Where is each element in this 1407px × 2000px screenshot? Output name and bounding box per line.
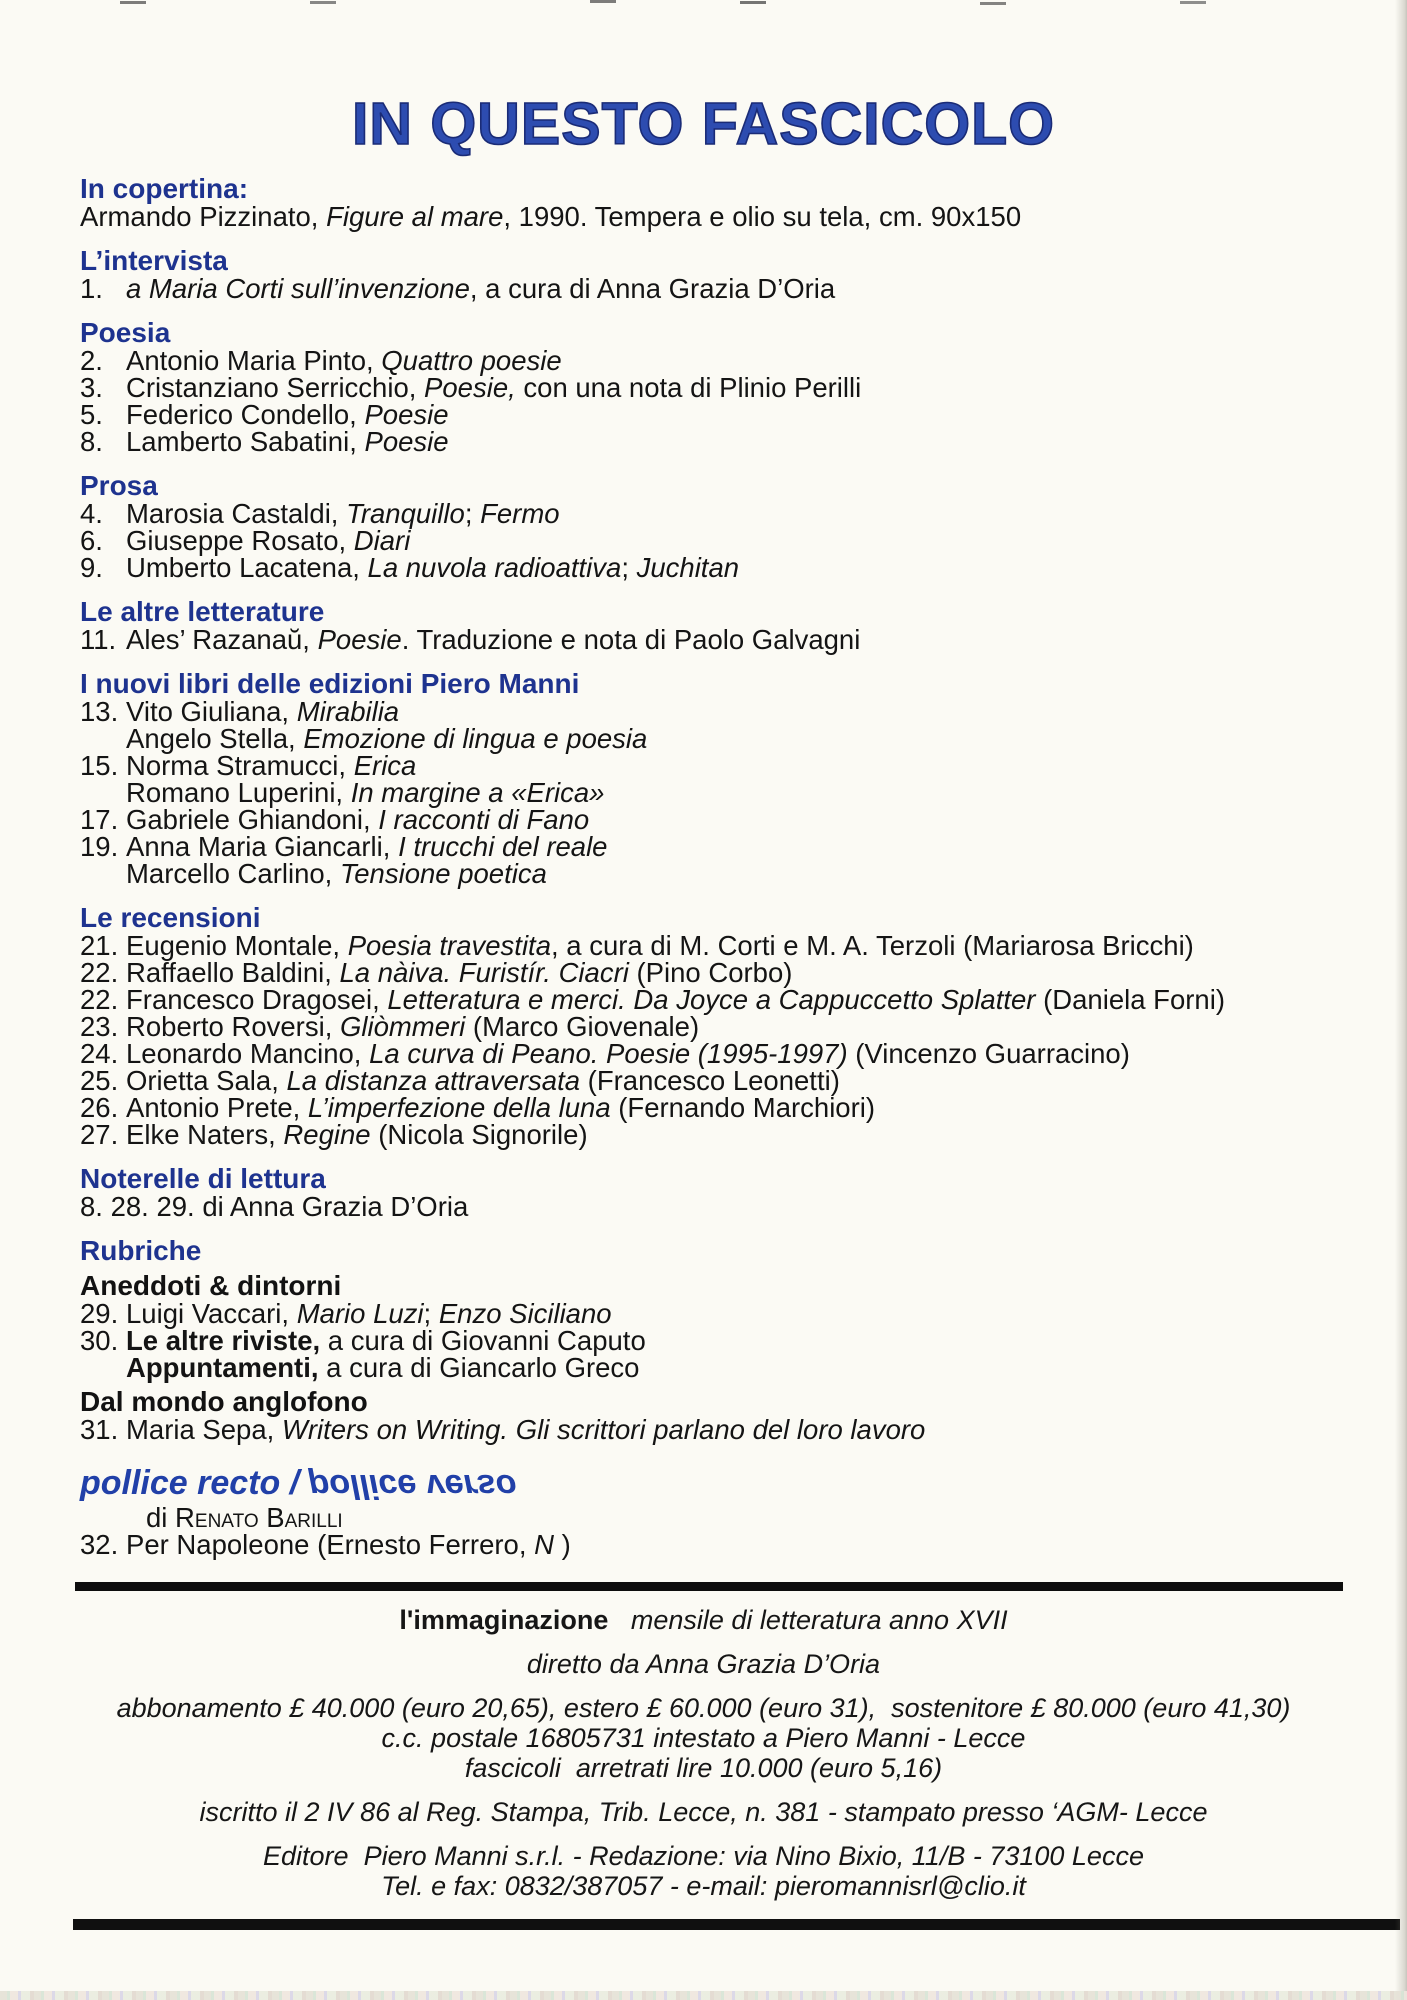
item-text [126, 986, 1225, 1013]
item-text [126, 500, 560, 527]
text-segment: pollice recto / [80, 1464, 309, 1502]
text-segment: Romano Luperini, [126, 777, 351, 808]
section-heading: L’intervista [80, 245, 228, 276]
text-segment: a cura di Giovanni Caputo [320, 1325, 646, 1356]
item-number: 22. [80, 984, 119, 1015]
section-heading-pollice [80, 1465, 1407, 1504]
text-segment: Mario Luzi [296, 1298, 424, 1329]
item-number: 21. [80, 930, 119, 961]
text-segment: Quattro poesie [381, 345, 562, 376]
item-text [126, 1300, 612, 1327]
item-number: 26. [80, 1092, 119, 1123]
item-text [80, 1193, 468, 1220]
section-heading: Poesia [80, 317, 171, 348]
item-number: 17. [80, 804, 119, 835]
toc-item [80, 554, 1407, 581]
text-segment: Enzo Siciliano [438, 1298, 612, 1329]
text-segment: In margine a «Erica» [350, 777, 605, 808]
item-number: 9. [80, 552, 103, 583]
colophon-group [0, 1649, 1407, 1679]
text-segment: Erica [353, 750, 417, 781]
text-segment: Francesco Dragosei, [126, 984, 388, 1015]
text-segment: Maria Sepa, [126, 1414, 282, 1445]
colophon-group [0, 1797, 1407, 1827]
toc-item [80, 1094, 1407, 1121]
text-segment: Elke Naters, [126, 1119, 284, 1150]
text-segment: Giuseppe Rosato, [126, 525, 354, 556]
text-segment: , a cura di Anna Grazia D’Oria [469, 273, 836, 304]
text-segment: fascicoli arretrati lire 10.000 (euro 5,16) [464, 1753, 943, 1783]
text-segment: Leonardo Mancino, [126, 1038, 370, 1069]
text-segment: ; [621, 552, 637, 583]
item-text [126, 959, 792, 986]
item-text [126, 1531, 571, 1558]
text-segment: Poesie, [424, 372, 516, 403]
text-segment: . Traduzione e nota di Paolo Galvagni [401, 624, 861, 655]
text-segment: Writers on Writing. Gli scrittori parlano del loro lavoro [281, 1414, 926, 1445]
text-segment: Vito Giuliana, [126, 696, 297, 727]
colophon-line [0, 1841, 1407, 1871]
item-text [126, 1094, 875, 1121]
item-number: 5. [80, 399, 103, 430]
item-number: 31. [80, 1414, 119, 1445]
text-segment: pollice verso [308, 1467, 517, 1505]
text-segment: Orietta Sala, [126, 1065, 287, 1096]
toc-item [80, 347, 1407, 374]
section-heading: Le recensioni [80, 902, 261, 933]
toc-item [80, 833, 1407, 860]
toc-item [80, 860, 1407, 887]
toc-item [80, 428, 1407, 455]
item-number: 15. [80, 750, 119, 781]
colophon-line [0, 1871, 1407, 1901]
text-segment: con una nota di Plinio Perilli [515, 372, 862, 403]
item-text [126, 1327, 646, 1354]
toc-item [80, 1013, 1407, 1040]
text-segment: Antonio Prete, [126, 1092, 308, 1123]
item-text [126, 752, 416, 779]
section-heading: In copertina: [80, 173, 249, 204]
text-segment: Regine [283, 1119, 371, 1150]
toc-item [80, 1416, 1407, 1443]
text-segment: I racconti di Fano [378, 804, 590, 835]
item-text [126, 932, 1194, 959]
text-segment: , 1990. Tempera e olio su tela, cm. 90x150 [503, 201, 1022, 232]
page-title: IN QUESTO FASCICOLO [351, 91, 1056, 157]
toc-item [80, 1504, 1407, 1531]
item-number: 24. [80, 1038, 119, 1069]
item-text [126, 347, 562, 374]
text-segment: abbonamento £ 40.000 (euro 20,65), estero £ 60.000 (euro 31), sostenitore £ 80.000 (euro 41,30) [116, 1693, 1291, 1723]
scan-artifact-bottom [0, 1991, 1407, 2000]
text-segment: Norma Stramucci, [126, 750, 354, 781]
text-segment: La curva di Peano. Poesie (1995-1997) [369, 1038, 848, 1069]
toc-item [80, 1327, 1407, 1354]
text-segment: L’imperfezione della luna [307, 1092, 611, 1123]
text-segment: (Vincenzo Guarracino) [847, 1038, 1130, 1069]
toc-item [80, 1040, 1407, 1067]
text-segment: Letteratura e merci. Da Joyce a Cappuccetto Splatter [387, 984, 1036, 1015]
item-number: 8. [80, 426, 103, 457]
item-text [126, 1354, 639, 1381]
item-text [126, 833, 607, 860]
item-text [126, 1416, 925, 1443]
item-text [126, 401, 449, 428]
item-number: 13. [80, 696, 119, 727]
toc-item [80, 1354, 1407, 1381]
text-segment: (Fernando Marchiori) [610, 1092, 876, 1123]
text-segment: mensile di letteratura anno XVII [608, 1605, 1008, 1635]
section-heading: Dal mondo anglofono [80, 1386, 368, 1417]
colophon-line [0, 1693, 1407, 1723]
item-text [126, 275, 835, 302]
text-segment: (Francesco Leonetti) [580, 1065, 840, 1096]
text-segment: Figure al mare [326, 201, 504, 232]
toc-item [80, 806, 1407, 833]
section-heading: I nuovi libri delle edizioni Piero Manni [80, 668, 580, 699]
item-number: 1. [80, 273, 103, 304]
text-segment: Le altre riviste, [126, 1325, 321, 1356]
section-heading: Noterelle di lettura [80, 1163, 326, 1194]
divider-rule-bottom [73, 1919, 1400, 1930]
text-segment: Mirabilia [296, 696, 400, 727]
text-segment: La nuvola radioattiva [367, 552, 622, 583]
item-number: 29. [80, 1298, 119, 1329]
text-segment: a Maria Corti sull’invenzione [126, 273, 470, 304]
item-number: 30. [80, 1325, 119, 1356]
item-text [126, 698, 399, 725]
item-text [126, 374, 861, 401]
item-number: 2. [80, 345, 103, 376]
text-segment: ; [423, 1298, 439, 1329]
item-text [126, 860, 547, 887]
text-segment: 8. 28. 29. di Anna Grazia D’Oria [80, 1191, 469, 1222]
text-segment: , a cura di M. Corti e M. A. Terzoli (Mariarosa Bricchi) [550, 930, 1194, 961]
colophon-line [0, 1649, 1407, 1679]
toc-item [80, 1193, 1407, 1220]
item-text [126, 1040, 1130, 1067]
scan-artifact-top [120, 1, 146, 4]
text-segment: Federico Condello, [126, 399, 365, 430]
text-segment: Tel. e fax: 0832/387057 - e-mail: pieromannisrl@clio.it [381, 1871, 1026, 1901]
colophon-group [0, 1841, 1407, 1901]
toc-item [80, 698, 1407, 725]
colophon-group [0, 1693, 1407, 1783]
text-segment: Tensione poetica [339, 858, 547, 889]
scan-artifact-right-edge [1395, 0, 1407, 2000]
text-segment: La nàiva. Furistír. Ciacri [339, 957, 629, 988]
item-text [126, 1013, 699, 1040]
text-segment: Editore Piero Manni s.r.l. - Redazione: via Nino Bixio, 11/B - 73100 Lecce [263, 1841, 1144, 1871]
text-segment: Ales’ Razanaŭ, [126, 624, 318, 655]
text-segment: I trucchi del reale [398, 831, 608, 862]
text-segment: Cristanziano Serricchio, [126, 372, 425, 403]
text-segment: Diari [353, 525, 411, 556]
text-segment: Per Napoleone (Ernesto Ferrero, [126, 1529, 535, 1560]
text-segment: N [534, 1529, 554, 1560]
toc-item [80, 203, 1407, 230]
text-segment: Poesie [364, 426, 449, 457]
text-segment: Appuntamenti, [126, 1352, 319, 1383]
text-segment: Anna Maria Giancarli, [126, 831, 399, 862]
colophon-group [0, 1605, 1407, 1635]
text-segment: Raffaello Baldini, [126, 957, 340, 988]
text-segment: Angelo Stella, [126, 723, 304, 754]
text-segment: diretto da Anna Grazia D’Oria [526, 1649, 881, 1679]
item-number [80, 1354, 126, 1381]
item-number [80, 725, 126, 752]
item-text [80, 203, 1021, 230]
text-segment: Poesie [364, 399, 449, 430]
section-heading: Prosa [80, 470, 158, 501]
text-segment: (Marco Giovenale) [465, 1011, 700, 1042]
item-number [80, 779, 126, 806]
text-segment: Marcello Carlino, [126, 858, 340, 889]
text-segment: ; [464, 498, 481, 529]
text-segment: Armando Pizzinato, [80, 201, 327, 232]
item-text [126, 527, 410, 554]
toc-item [80, 725, 1407, 752]
item-number: 11. [80, 624, 117, 655]
item-number: 25. [80, 1065, 119, 1096]
text-segment: iscritto il 2 IV 86 al Reg. Stampa, Trib. Lecce, n. 381 - stampato presso ‘AGM- Lecce [199, 1797, 1208, 1827]
divider-rule-top [75, 1582, 1343, 1591]
toc-list [80, 174, 1407, 1558]
colophon-line [0, 1723, 1407, 1753]
text-segment: Luigi Vaccari, [126, 1298, 297, 1329]
text-segment: Poesie [317, 624, 402, 655]
text-segment: c.c. postale 16805731 intestato a Piero Manni - Lecce [381, 1723, 1026, 1753]
item-text [126, 779, 604, 806]
toc-item [80, 1300, 1407, 1327]
item-number: 22. [80, 957, 119, 988]
item-text [126, 1067, 840, 1094]
text-segment: Tranquillo [346, 498, 465, 529]
text-segment: Marosia Castaldi, [126, 498, 347, 529]
toc-item [80, 932, 1407, 959]
item-number [80, 1504, 146, 1531]
item-text [126, 806, 589, 833]
toc-item [80, 752, 1407, 779]
colophon-line [0, 1797, 1407, 1827]
text-segment: Juchitan [636, 552, 740, 583]
section-heading: Rubriche [80, 1235, 202, 1266]
item-number [80, 860, 126, 887]
item-text [146, 1504, 343, 1531]
text-segment: Eugenio Montale, [126, 930, 348, 961]
colophon-line [0, 1753, 1407, 1783]
text-segment: Gliòmmeri [339, 1011, 466, 1042]
item-text [126, 725, 647, 752]
text-segment: Renato Barilli [175, 1502, 343, 1533]
toc-item [80, 527, 1407, 554]
section-heading: Le altre letterature [80, 596, 325, 627]
text-segment: La distanza attraversata [286, 1065, 581, 1096]
text-segment: ) [553, 1529, 571, 1560]
item-text [126, 554, 739, 581]
toc-item [80, 500, 1407, 527]
toc-item [80, 959, 1407, 986]
colophon [0, 1605, 1407, 1901]
text-segment: Antonio Maria Pinto, [126, 345, 382, 376]
item-text [126, 626, 860, 653]
item-number: 32. [80, 1529, 119, 1560]
text-segment: Roberto Roversi, [126, 1011, 340, 1042]
text-segment: di [146, 1502, 176, 1533]
text-segment: (Daniela Forni) [1035, 984, 1225, 1015]
toc-item [80, 626, 1407, 653]
text-segment: Umberto Lacatena, [126, 552, 368, 583]
text-segment: Emozione di lingua e poesia [303, 723, 648, 754]
item-number: 23. [80, 1011, 119, 1042]
text-segment: (Nicola Signorile) [370, 1119, 588, 1150]
text-segment: a cura di Giancarlo Greco [318, 1352, 640, 1383]
toc-item [80, 275, 1407, 302]
item-text [126, 1121, 588, 1148]
text-segment: Fermo [480, 498, 560, 529]
text-segment: (Pino Corbo) [628, 957, 793, 988]
text-segment: Poesia travestita [347, 930, 551, 961]
toc-item [80, 779, 1407, 806]
colophon-line [0, 1605, 1407, 1635]
item-number: 27. [80, 1119, 119, 1150]
item-number: 19. [80, 831, 119, 862]
item-number: 6. [80, 525, 103, 556]
toc-item [80, 1067, 1407, 1094]
item-text [126, 428, 449, 455]
toc-item [80, 1121, 1407, 1148]
toc-item [80, 401, 1407, 428]
item-number: 4. [80, 498, 103, 529]
section-heading: Aneddoti & dintorni [80, 1270, 342, 1301]
text-segment: Gabriele Ghiandoni, [126, 804, 379, 835]
text-segment: Lamberto Sabatini, [126, 426, 365, 457]
toc-item [80, 986, 1407, 1013]
item-number: 3. [80, 372, 103, 403]
text-segment: l'immaginazione [399, 1605, 609, 1635]
toc-item [80, 1531, 1407, 1558]
toc-item [80, 374, 1407, 401]
